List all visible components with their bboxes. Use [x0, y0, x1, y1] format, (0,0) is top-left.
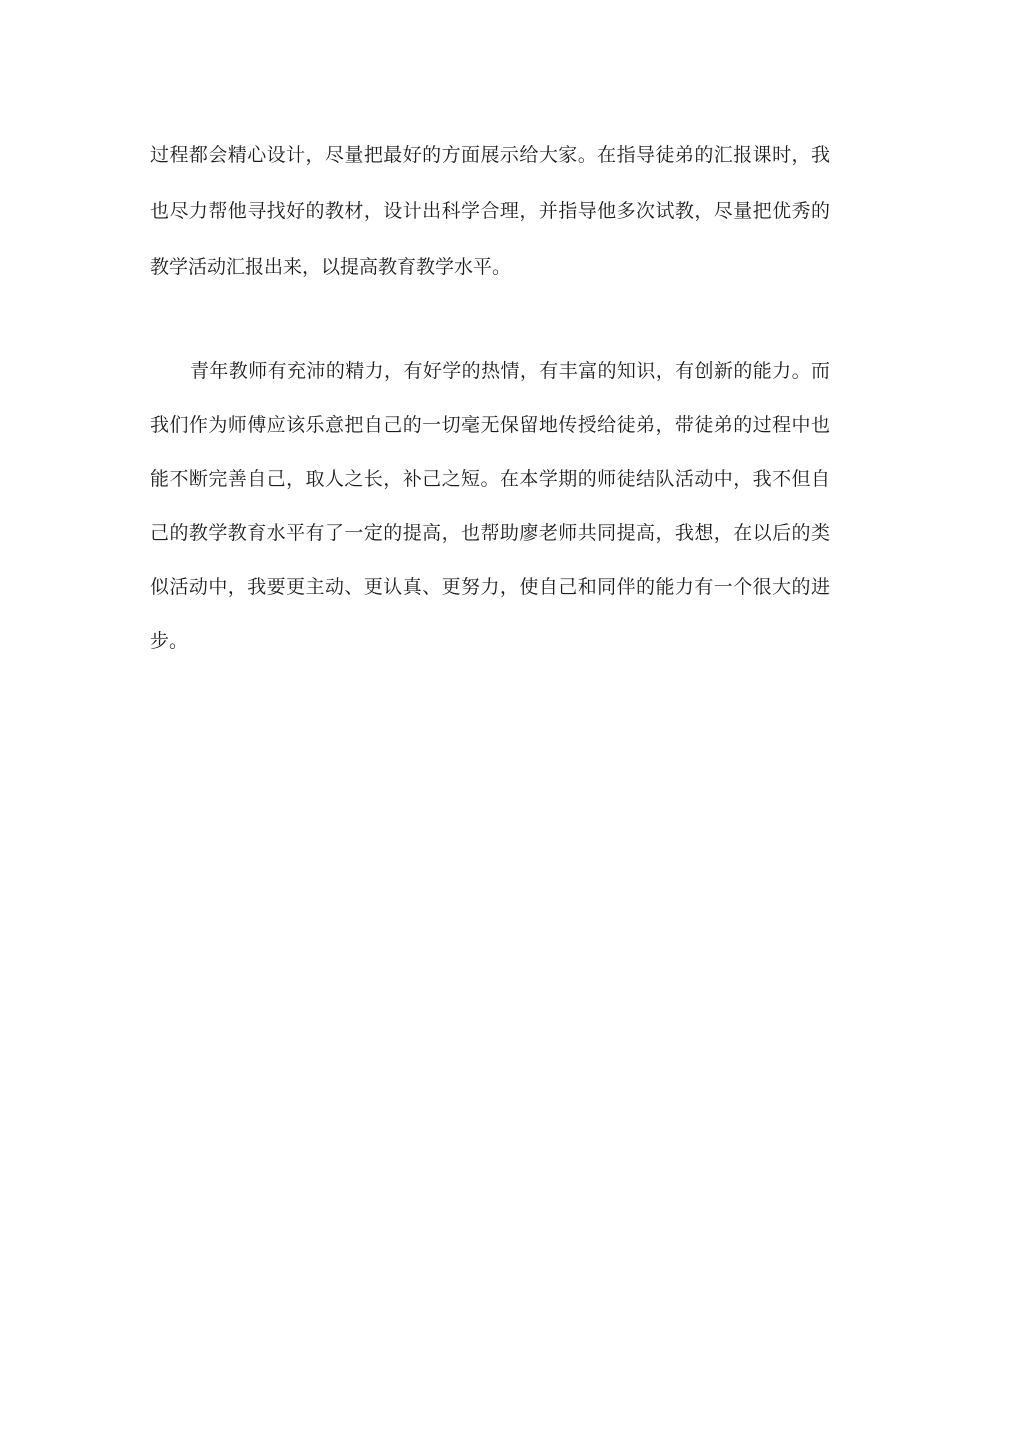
paragraph-1-line-3: 教学活动汇报出来，以提高教育教学水平。: [150, 256, 512, 278]
paragraph-1-line-2: 也尽力帮他寻找好的教材，设计出科学合理，并指导他多次试教，尽量把优秀的: [150, 200, 830, 222]
paragraph-2-line-5: 似活动中，我要更主动、更认真、更努力，使自己和同伴的能力有一个很大的进: [150, 576, 830, 598]
paragraph-2-line-4: 己的教学教育水平有了一定的提高，也帮助廖老师共同提高，我想，在以后的类: [150, 522, 830, 544]
paragraph-1-line-1: 过程都会精心设计，尽量把最好的方面展示给大家。在指导徒弟的汇报课时，我: [150, 144, 830, 166]
paragraph-2-line-2: 我们作为师傅应该乐意把自己的一切毫无保留地传授给徒弟，带徒弟的过程中也: [150, 414, 830, 436]
paragraph-2-line-1: 青年教师有充沛的精力，有好学的热情，有丰富的知识，有创新的能力。而: [190, 360, 830, 382]
paragraph-2-line-3: 能不断完善自己，取人之长，补己之短。在本学期的师徒结队活动中，我不但自: [150, 468, 830, 490]
paragraph-2-line-6: 步。: [150, 630, 189, 652]
